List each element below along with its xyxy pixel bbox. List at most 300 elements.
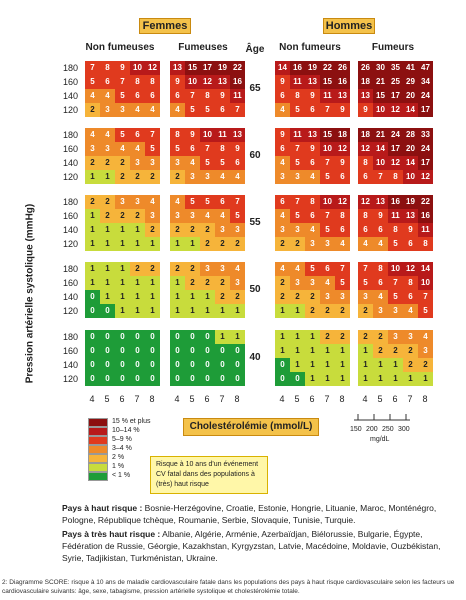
risk-cell: 8	[335, 209, 350, 223]
risk-cell: 6	[275, 142, 290, 156]
risk-cell: 5	[305, 262, 320, 276]
risk-cell: 10	[403, 170, 418, 184]
risk-cell: 1	[145, 276, 160, 290]
age-label: 50	[249, 284, 261, 295]
risk-cell: 20	[403, 89, 418, 103]
chol-tick-label: 7	[219, 394, 225, 404]
risk-cell: 8	[358, 209, 373, 223]
risk-cell: 35	[388, 61, 403, 75]
risk-cell: 1	[100, 170, 115, 184]
risk-cell: 1	[335, 344, 350, 358]
risk-cell: 6	[320, 262, 335, 276]
chol-tick-label: 5	[104, 394, 110, 404]
sbp-label: 140	[62, 292, 78, 302]
risk-cell: 6	[215, 103, 230, 117]
risk-cell: 5	[145, 142, 160, 156]
risk-cell: 1	[115, 304, 130, 318]
risk-cell: 1	[290, 304, 305, 318]
risk-cell: 22	[230, 61, 245, 75]
risk-cell: 25	[388, 75, 403, 89]
chol-tick-label: 7	[324, 394, 330, 404]
sbp-label: 160	[62, 144, 78, 154]
risk-cell: 15	[185, 61, 200, 75]
risk-cell: 4	[418, 330, 433, 344]
risk-cell: 2	[115, 170, 130, 184]
chol-tick-label: 8	[422, 394, 428, 404]
risk-cell: 13	[305, 75, 320, 89]
risk-cell: 4	[100, 128, 115, 142]
risk-cell: 3	[373, 304, 388, 318]
risk-cell: 8	[373, 262, 388, 276]
risk-cell: 8	[403, 276, 418, 290]
risk-cell: 21	[373, 128, 388, 142]
risk-cell: 1	[100, 223, 115, 237]
risk-cell: 1	[200, 304, 215, 318]
risk-cell: 9	[275, 75, 290, 89]
women-header: Femmes	[139, 18, 191, 34]
figure-caption: 2: Diagramme SCORE: risque à 10 ans de maladie cardiovasculaire fatale dans les populations des pays à haut risque cardiovasculaire selon les facteurs ue cardiovasculaire suivants: âge, sexe, tabagisme, pression artérielle systolique et cholestérolémie totale.	[2, 579, 455, 595]
risk-cell: 3	[320, 290, 335, 304]
risk-cell: 1	[290, 330, 305, 344]
risk-cell: 12	[388, 103, 403, 117]
risk-cell: 5	[215, 156, 230, 170]
risk-cell: 13	[403, 209, 418, 223]
risk-cell: 3	[170, 209, 185, 223]
risk-cell: 13	[373, 195, 388, 209]
women-smoker-label: Fumeuses	[178, 42, 228, 53]
risk-cell: 6	[335, 170, 350, 184]
risk-cell: 0	[85, 358, 100, 372]
risk-cell: 9	[403, 223, 418, 237]
risk-cell: 0	[170, 330, 185, 344]
sbp-label: 180	[62, 332, 78, 342]
risk-cell: 4	[85, 89, 100, 103]
risk-cell: 4	[115, 142, 130, 156]
risk-cell: 1	[130, 237, 145, 251]
risk-cell: 5	[115, 128, 130, 142]
risk-cell: 2	[418, 358, 433, 372]
risk-cell: 5	[335, 276, 350, 290]
risk-cell: 19	[403, 195, 418, 209]
risk-cell: 2	[305, 304, 320, 318]
high-risk-list: Bosnie-Herzégovine, Croatie, Estonie, Hongrie, Lituanie, Maroc, Monténégro, Pologne, République tchèque, Roumanie, Serbie, Slovaquie, Tunisie, Turquie.	[62, 503, 437, 525]
risk-cell: 8	[388, 223, 403, 237]
risk-cell: 5	[290, 209, 305, 223]
risk-cell: 17	[388, 142, 403, 156]
risk-cell: 1	[388, 372, 403, 386]
risk-cell: 1	[100, 262, 115, 276]
risk-cell: 10	[373, 156, 388, 170]
risk-cell: 0	[200, 344, 215, 358]
sbp-label: 180	[62, 130, 78, 140]
risk-cell: 4	[373, 237, 388, 251]
risk-cell: 3	[145, 209, 160, 223]
risk-cell: 6	[358, 223, 373, 237]
risk-cell: 1	[290, 344, 305, 358]
risk-cell: 4	[358, 237, 373, 251]
mgdl-tick-300: 300	[398, 426, 410, 433]
risk-cell: 2	[200, 237, 215, 251]
legend-label: 5–9 %	[112, 436, 132, 443]
risk-cell: 2	[85, 195, 100, 209]
risk-cell: 2	[275, 290, 290, 304]
high-risk-title: Pays à haut risque :	[62, 503, 143, 513]
risk-cell: 17	[418, 156, 433, 170]
risk-cell: 7	[320, 209, 335, 223]
risk-cell: 1	[170, 304, 185, 318]
risk-cell: 0	[170, 372, 185, 386]
risk-cell: 15	[320, 75, 335, 89]
age-label: 40	[249, 352, 261, 363]
legend-label: < 1 %	[112, 472, 131, 479]
chol-tick-label: 5	[189, 394, 195, 404]
risk-cell: 14	[373, 142, 388, 156]
risk-cell: 12	[388, 156, 403, 170]
risk-cell: 0	[115, 372, 130, 386]
sbp-label: 140	[62, 91, 78, 101]
risk-cell: 0	[230, 344, 245, 358]
legend-note: Risque à 10 ans d'un événement CV fatal dans des populations à (très) haut risque	[150, 456, 268, 494]
risk-cell: 9	[358, 103, 373, 117]
risk-cell: 5	[418, 304, 433, 318]
risk-cell: 16	[418, 209, 433, 223]
risk-cell: 24	[388, 128, 403, 142]
risk-cell: 9	[305, 142, 320, 156]
risk-cell: 22	[418, 195, 433, 209]
risk-cell: 11	[230, 89, 245, 103]
risk-cell: 3	[185, 170, 200, 184]
risk-cell: 4	[373, 290, 388, 304]
risk-cell: 6	[305, 103, 320, 117]
risk-cell: 0	[100, 372, 115, 386]
risk-cell: 5	[320, 170, 335, 184]
risk-cell: 1	[290, 358, 305, 372]
risk-cell: 4	[230, 170, 245, 184]
risk-cell: 2	[373, 330, 388, 344]
mgdl-tick-200: 200	[366, 426, 378, 433]
risk-cell: 2	[130, 262, 145, 276]
risk-cell: 1	[320, 344, 335, 358]
risk-cell: 26	[335, 61, 350, 75]
risk-cell: 0	[185, 330, 200, 344]
risk-cell: 6	[335, 223, 350, 237]
risk-cell: 17	[388, 89, 403, 103]
risk-cell: 2	[100, 195, 115, 209]
risk-cell: 4	[305, 223, 320, 237]
risk-cell: 2	[85, 156, 100, 170]
risk-cell: 12	[145, 61, 160, 75]
risk-cell: 2	[230, 290, 245, 304]
risk-cell: 0	[115, 358, 130, 372]
age-label: 60	[249, 150, 261, 161]
risk-cell: 4	[145, 103, 160, 117]
risk-cell: 3	[130, 195, 145, 209]
risk-cell: 1	[275, 330, 290, 344]
risk-cell: 10	[185, 75, 200, 89]
mgdl-unit: mg/dL	[370, 436, 390, 443]
risk-cell: 15	[373, 89, 388, 103]
risk-cell: 0	[170, 344, 185, 358]
men-smoker-label: Fumeurs	[371, 42, 415, 53]
risk-cell: 4	[170, 195, 185, 209]
chol-tick-label: 6	[119, 394, 125, 404]
risk-cell: 6	[230, 156, 245, 170]
risk-cell: 3	[275, 170, 290, 184]
risk-cell: 15	[320, 128, 335, 142]
risk-cell: 0	[100, 330, 115, 344]
risk-cell: 3	[215, 262, 230, 276]
risk-cell: 10	[320, 195, 335, 209]
risk-cell: 1	[335, 358, 350, 372]
risk-cell: 1	[85, 262, 100, 276]
risk-cell: 4	[290, 262, 305, 276]
risk-cell: 3	[230, 276, 245, 290]
risk-cell: 11	[418, 223, 433, 237]
risk-cell: 12	[358, 195, 373, 209]
risk-cell: 0	[215, 358, 230, 372]
risk-cell: 9	[230, 142, 245, 156]
risk-cell: 2	[403, 344, 418, 358]
risk-cell: 17	[418, 103, 433, 117]
risk-cell: 7	[373, 170, 388, 184]
sbp-label: 160	[62, 211, 78, 221]
legend-label: 10–14 %	[112, 427, 140, 434]
risk-cell: 8	[145, 75, 160, 89]
risk-cell: 3	[230, 223, 245, 237]
chol-tick-label: 6	[392, 394, 398, 404]
risk-cell: 9	[335, 156, 350, 170]
sbp-label: 140	[62, 158, 78, 168]
risk-cell: 5	[170, 142, 185, 156]
sbp-label: 120	[62, 105, 78, 115]
risk-cell: 13	[170, 61, 185, 75]
risk-cell: 1	[170, 276, 185, 290]
risk-cell: 0	[130, 344, 145, 358]
risk-cell: 3	[170, 156, 185, 170]
risk-cell: 3	[275, 223, 290, 237]
risk-cell: 14	[403, 103, 418, 117]
risk-cell: 6	[170, 89, 185, 103]
high-risk-countries	[62, 502, 442, 526]
risk-cell: 1	[145, 304, 160, 318]
risk-cell: 0	[230, 358, 245, 372]
risk-cell: 13	[215, 75, 230, 89]
risk-cell: 2	[335, 304, 350, 318]
risk-cell: 0	[85, 344, 100, 358]
risk-cell: 2	[185, 223, 200, 237]
risk-cell: 8	[130, 75, 145, 89]
risk-cell: 1	[275, 304, 290, 318]
risk-cell: 1	[145, 290, 160, 304]
chol-tick-label: 5	[294, 394, 300, 404]
risk-cell: 1	[305, 330, 320, 344]
mgdl-tick-250: 250	[382, 426, 394, 433]
risk-cell: 2	[290, 237, 305, 251]
risk-cell: 5	[358, 276, 373, 290]
risk-cell: 2	[358, 330, 373, 344]
risk-cell: 11	[388, 209, 403, 223]
risk-cell: 4	[200, 209, 215, 223]
risk-cell: 1	[215, 330, 230, 344]
mgdl-tick-150: 150	[350, 426, 362, 433]
risk-cell: 1	[335, 372, 350, 386]
risk-cell: 8	[388, 170, 403, 184]
risk-cell: 0	[200, 358, 215, 372]
risk-cell: 6	[130, 89, 145, 103]
risk-cell: 8	[358, 156, 373, 170]
chol-tick-label: 4	[362, 394, 368, 404]
risk-cell: 6	[215, 195, 230, 209]
risk-cell: 6	[305, 156, 320, 170]
risk-cell: 2	[290, 290, 305, 304]
risk-cell: 1	[185, 237, 200, 251]
risk-cell: 16	[335, 75, 350, 89]
risk-cell: 0	[200, 330, 215, 344]
risk-cell: 4	[275, 262, 290, 276]
risk-cell: 3	[130, 156, 145, 170]
sbp-label: 180	[62, 63, 78, 73]
risk-cell: 0	[290, 372, 305, 386]
risk-cell: 1	[100, 276, 115, 290]
risk-cell: 3	[200, 170, 215, 184]
risk-cell: 0	[215, 344, 230, 358]
risk-cell: 16	[230, 75, 245, 89]
risk-cell: 3	[305, 276, 320, 290]
risk-cell: 7	[85, 61, 100, 75]
very-high-risk-list: Albanie, Algérie, Arménie, Azerbaïdjan, Biélorussie, Bulgarie, Égypte, Fédération de Russie, Géorgie, Kazakhstan, Kyrgyzstan, Latvie, Macédoine, Moldavie, Ouzbékistan, Syrie, Tadjikistan, Turkménistan, Ukraine.	[62, 529, 441, 563]
risk-cell: 11	[290, 75, 305, 89]
risk-cell: 26	[358, 61, 373, 75]
mgdl-ticks	[352, 412, 412, 424]
legend-swatch	[88, 445, 108, 454]
risk-cell: 4	[145, 195, 160, 209]
sbp-label: 120	[62, 239, 78, 249]
risk-cell: 1	[275, 344, 290, 358]
risk-cell: 20	[403, 142, 418, 156]
risk-cell: 2	[115, 209, 130, 223]
risk-cell: 5	[230, 209, 245, 223]
legend-swatch	[88, 463, 108, 472]
risk-cell: 28	[403, 128, 418, 142]
risk-cell: 13	[230, 128, 245, 142]
risk-cell: 2	[170, 170, 185, 184]
risk-cell: 7	[418, 290, 433, 304]
risk-cell: 5	[290, 156, 305, 170]
risk-cell: 0	[145, 344, 160, 358]
risk-cell: 1	[85, 276, 100, 290]
risk-cell: 1	[388, 358, 403, 372]
risk-cell: 4	[100, 89, 115, 103]
risk-cell: 6	[403, 237, 418, 251]
risk-cell: 4	[170, 103, 185, 117]
risk-cell: 2	[215, 290, 230, 304]
risk-cell: 1	[130, 223, 145, 237]
risk-cell: 10	[320, 142, 335, 156]
legend-swatch	[88, 454, 108, 463]
risk-cell: 1	[418, 372, 433, 386]
risk-cell: 9	[275, 128, 290, 142]
risk-cell: 9	[185, 128, 200, 142]
risk-cell: 3	[100, 142, 115, 156]
chol-tick-label: 7	[407, 394, 413, 404]
risk-cell: 0	[215, 372, 230, 386]
risk-cell: 7	[320, 103, 335, 117]
risk-cell: 8	[200, 89, 215, 103]
sbp-label: 140	[62, 360, 78, 370]
risk-cell: 2	[170, 223, 185, 237]
risk-cell: 1	[130, 276, 145, 290]
risk-cell: 19	[215, 61, 230, 75]
risk-cell: 2	[275, 276, 290, 290]
risk-cell: 1	[373, 358, 388, 372]
risk-cell: 10	[130, 61, 145, 75]
risk-cell: 4	[130, 103, 145, 117]
risk-cell: 2	[215, 276, 230, 290]
risk-cell: 18	[335, 128, 350, 142]
risk-cell: 7	[115, 75, 130, 89]
risk-cell: 24	[418, 89, 433, 103]
risk-cell: 5	[115, 89, 130, 103]
very-high-risk-title: Pays à très haut risque :	[62, 529, 161, 539]
risk-cell: 19	[305, 61, 320, 75]
risk-cell: 0	[100, 344, 115, 358]
risk-cell: 9	[305, 89, 320, 103]
risk-cell: 0	[200, 372, 215, 386]
x-axis-label: Cholestérolémie (mmol/L)	[183, 418, 319, 436]
risk-cell: 2	[403, 358, 418, 372]
risk-cell: 2	[200, 276, 215, 290]
risk-cell: 3	[320, 237, 335, 251]
sbp-label: 180	[62, 197, 78, 207]
risk-cell: 8	[100, 61, 115, 75]
chol-tick-label: 8	[339, 394, 345, 404]
risk-cell: 7	[335, 262, 350, 276]
risk-cell: 2	[275, 237, 290, 251]
risk-cell: 12	[418, 170, 433, 184]
risk-cell: 8	[215, 142, 230, 156]
risk-cell: 3	[115, 195, 130, 209]
risk-cell: 3	[388, 304, 403, 318]
risk-cell: 2	[115, 156, 130, 170]
risk-cell: 6	[358, 170, 373, 184]
sbp-label: 180	[62, 264, 78, 274]
chol-tick-label: 4	[89, 394, 95, 404]
risk-cell: 1	[100, 237, 115, 251]
risk-cell: 11	[290, 128, 305, 142]
risk-cell: 4	[130, 142, 145, 156]
risk-cell: 14	[275, 61, 290, 75]
risk-cell: 1	[358, 344, 373, 358]
risk-cell: 7	[388, 276, 403, 290]
chol-tick-label: 6	[204, 394, 210, 404]
risk-cell: 18	[358, 75, 373, 89]
risk-cell: 1	[85, 237, 100, 251]
risk-cell: 1	[130, 304, 145, 318]
risk-cell: 10	[200, 128, 215, 142]
risk-cell: 5	[185, 195, 200, 209]
risk-cell: 3	[305, 237, 320, 251]
risk-cell: 7	[358, 262, 373, 276]
legend-swatch	[88, 436, 108, 445]
risk-cell: 16	[290, 61, 305, 75]
risk-cell: 4	[230, 262, 245, 276]
risk-cell: 0	[100, 358, 115, 372]
risk-cell: 7	[290, 142, 305, 156]
risk-cell: 5	[290, 103, 305, 117]
risk-cell: 0	[130, 330, 145, 344]
legend-label: 1 %	[112, 463, 125, 470]
risk-cell: 10	[388, 262, 403, 276]
